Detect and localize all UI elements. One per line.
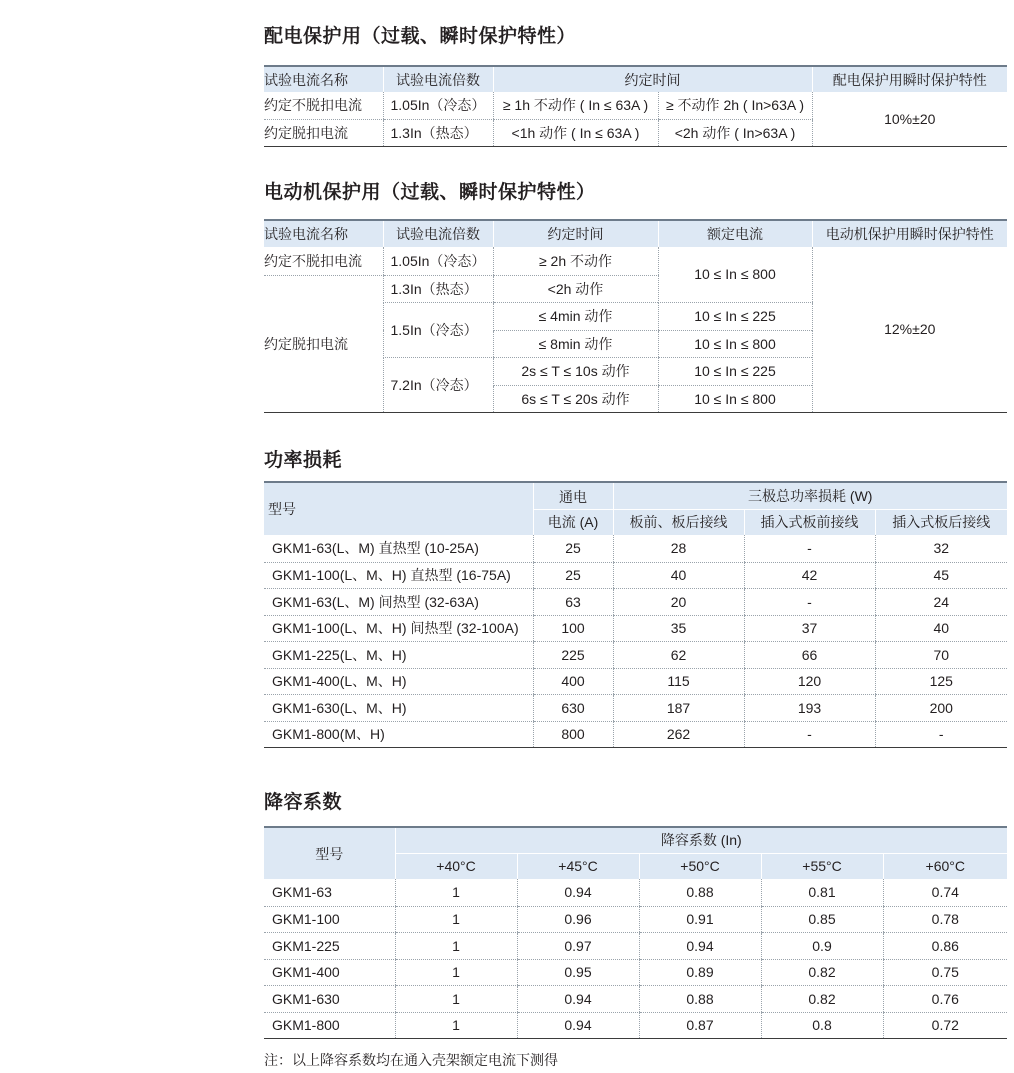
header-derating-group: 降容系数 (In)	[395, 827, 1007, 853]
factor-cell: 0.95	[517, 959, 639, 985]
factor-cell: 0.74	[883, 879, 1007, 906]
factor-cell: 0.88	[639, 879, 761, 906]
table-cell: <2h 动作	[493, 275, 658, 302]
loss-cell: 200	[875, 694, 1007, 721]
header-rated-current: 额定电流	[658, 220, 812, 247]
current-cell: 100	[533, 615, 613, 641]
table-cell: ≥ 1h 不动作 ( In ≤ 63A )	[493, 92, 658, 119]
header-model: 型号	[264, 827, 395, 879]
table-cell: 1.05In（冷态）	[383, 247, 493, 275]
loss-cell: 115	[613, 668, 744, 694]
table-cell: 10 ≤ In ≤ 800	[658, 247, 812, 302]
current-cell: 63	[533, 588, 613, 615]
header-model: 型号	[264, 482, 533, 535]
table-cell: 7.2In（冷态）	[383, 357, 493, 412]
loss-cell: 37	[744, 615, 875, 641]
loss-cell: -	[744, 721, 875, 747]
model-cell: GKM1-800	[264, 1012, 395, 1038]
factor-cell: 0.86	[883, 932, 1007, 959]
table-row	[264, 535, 1007, 562]
table-cell: 1.3In（热态）	[383, 275, 493, 302]
loss-cell: -	[744, 535, 875, 562]
motor-protection-table	[264, 219, 1007, 413]
factor-cell: 0.89	[639, 959, 761, 985]
loss-cell: 40	[875, 615, 1007, 641]
derating-title: 降容系数	[264, 791, 343, 813]
model-cell: GKM1-63(L、M) 间热型 (32-63A)	[264, 588, 533, 615]
factor-cell: 1	[395, 985, 517, 1012]
header-temp: +50°C	[639, 853, 761, 879]
table-row	[264, 932, 1007, 959]
loss-cell: 42	[744, 562, 875, 588]
factor-cell: 0.75	[883, 959, 1007, 985]
table-cell: 约定脱扣电流	[264, 275, 383, 412]
loss-cell: 193	[744, 694, 875, 721]
loss-cell: 120	[744, 668, 875, 694]
factor-cell: 1	[395, 959, 517, 985]
factor-cell: 1	[395, 1012, 517, 1038]
model-cell: GKM1-630(L、M、H)	[264, 694, 533, 721]
model-cell: GKM1-63	[264, 879, 395, 906]
table-cell: 10 ≤ In ≤ 225	[658, 302, 812, 330]
model-cell: GKM1-400	[264, 959, 395, 985]
factor-cell: 0.94	[517, 1012, 639, 1038]
table-cell: ≥ 不动作 2h ( In>63A )	[658, 92, 812, 119]
header-current-line1: 通电	[533, 482, 613, 509]
factor-cell: 0.78	[883, 906, 1007, 932]
factor-cell: 0.87	[639, 1012, 761, 1038]
current-cell: 25	[533, 562, 613, 588]
table-row	[264, 562, 1007, 588]
current-cell: 630	[533, 694, 613, 721]
table-cell: <1h 动作 ( In ≤ 63A )	[493, 119, 658, 146]
footnote: 注：以上降容系数均在通入壳架额定电流下测得	[264, 1053, 558, 1069]
header-instant-protection: 配电保护用瞬时保护特性	[812, 66, 1007, 92]
model-cell: GKM1-225(L、M、H)	[264, 641, 533, 668]
table-row	[264, 668, 1007, 694]
model-cell: GKM1-800(M、H)	[264, 721, 533, 747]
loss-cell: 66	[744, 641, 875, 668]
header-power-loss-group: 三极总功率损耗 (W)	[613, 482, 1007, 509]
factor-cell: 0.76	[883, 985, 1007, 1012]
factor-cell: 1	[395, 879, 517, 906]
header-agreed-time: 约定时间	[493, 66, 812, 92]
loss-cell: 187	[613, 694, 744, 721]
loss-cell: 62	[613, 641, 744, 668]
derating-table	[264, 826, 1007, 1039]
power-loss-table	[264, 481, 1007, 748]
header-test-current-multiple: 试验电流倍数	[383, 66, 493, 92]
model-cell: GKM1-225	[264, 932, 395, 959]
header-temp: +55°C	[761, 853, 883, 879]
loss-cell: 32	[875, 535, 1007, 562]
model-cell: GKM1-63(L、M) 直热型 (10-25A)	[264, 535, 533, 562]
loss-cell: 45	[875, 562, 1007, 588]
table-cell: 10%±20	[812, 92, 1007, 146]
header-instant-protection: 电动机保护用瞬时保护特性	[812, 220, 1007, 247]
header-plugin-front-wiring: 插入式板前接线	[744, 509, 875, 535]
table-row	[264, 721, 1007, 747]
table-cell: 1.5In（冷态）	[383, 302, 493, 357]
current-cell: 225	[533, 641, 613, 668]
header-front-rear-wiring: 板前、板后接线	[613, 509, 744, 535]
table-cell: 6s ≤ T ≤ 20s 动作	[493, 385, 658, 412]
table-row	[264, 879, 1007, 906]
model-cell: GKM1-630	[264, 985, 395, 1012]
table-cell: 12%±20	[812, 247, 1007, 412]
table-row	[264, 615, 1007, 641]
factor-cell: 1	[395, 906, 517, 932]
header-plugin-rear-wiring: 插入式板后接线	[875, 509, 1007, 535]
current-cell: 800	[533, 721, 613, 747]
factor-cell: 0.96	[517, 906, 639, 932]
table-row	[264, 959, 1007, 985]
factor-cell: 1	[395, 932, 517, 959]
power-loss-title: 功率损耗	[264, 449, 343, 471]
loss-cell: -	[875, 721, 1007, 747]
header-agreed-time: 约定时间	[493, 220, 658, 247]
table-row	[264, 906, 1007, 932]
loss-cell: 20	[613, 588, 744, 615]
factor-cell: 0.82	[761, 985, 883, 1012]
motor-protection-title: 电动机保护用（过载、瞬时保护特性）	[264, 181, 596, 203]
model-cell: GKM1-100	[264, 906, 395, 932]
distribution-protection-table	[264, 65, 1007, 147]
factor-cell: 0.8	[761, 1012, 883, 1038]
factor-cell: 0.94	[639, 932, 761, 959]
table-cell: 1.3In（热态）	[383, 119, 493, 146]
table-cell: ≤ 4min 动作	[493, 302, 658, 330]
table-cell: ≥ 2h 不动作	[493, 247, 658, 275]
loss-cell: 28	[613, 535, 744, 562]
header-current-line2: 电流 (A)	[533, 509, 613, 535]
table-cell: <2h 动作 ( In>63A )	[658, 119, 812, 146]
factor-cell: 0.94	[517, 879, 639, 906]
header-test-current-name: 试验电流名称	[264, 66, 383, 92]
table-row	[264, 1012, 1007, 1038]
factor-cell: 0.81	[761, 879, 883, 906]
loss-cell: 35	[613, 615, 744, 641]
table-row	[264, 694, 1007, 721]
loss-cell: 40	[613, 562, 744, 588]
factor-cell: 0.97	[517, 932, 639, 959]
factor-cell: 0.72	[883, 1012, 1007, 1038]
loss-cell: 24	[875, 588, 1007, 615]
factor-cell: 0.91	[639, 906, 761, 932]
table-cell: 10 ≤ In ≤ 800	[658, 385, 812, 412]
table-cell: 1.05In（冷态）	[383, 92, 493, 119]
header-temp: +40°C	[395, 853, 517, 879]
factor-cell: 0.85	[761, 906, 883, 932]
table-cell: 10 ≤ In ≤ 800	[658, 330, 812, 357]
table-cell: 2s ≤ T ≤ 10s 动作	[493, 357, 658, 385]
loss-cell: 125	[875, 668, 1007, 694]
header-temp: +45°C	[517, 853, 639, 879]
factor-cell: 0.88	[639, 985, 761, 1012]
header-test-current-name: 试验电流名称	[264, 220, 383, 247]
current-cell: 25	[533, 535, 613, 562]
table-row	[264, 985, 1007, 1012]
power-loss-body	[264, 535, 1007, 747]
table-cell: 约定不脱扣电流	[264, 92, 383, 119]
table-row	[264, 588, 1007, 615]
table-cell: ≤ 8min 动作	[493, 330, 658, 357]
table-cell: 10 ≤ In ≤ 225	[658, 357, 812, 385]
current-cell: 400	[533, 668, 613, 694]
model-cell: GKM1-100(L、M、H) 间热型 (32-100A)	[264, 615, 533, 641]
distribution-protection-title: 配电保护用（过载、瞬时保护特性）	[264, 25, 577, 47]
table-cell: 约定脱扣电流	[264, 119, 383, 146]
table-cell: 约定不脱扣电流	[264, 247, 383, 275]
table-row	[264, 641, 1007, 668]
loss-cell: -	[744, 588, 875, 615]
header-temp: +60°C	[883, 853, 1007, 879]
factor-cell: 0.9	[761, 932, 883, 959]
loss-cell: 70	[875, 641, 1007, 668]
header-test-current-multiple: 试验电流倍数	[383, 220, 493, 247]
model-cell: GKM1-400(L、M、H)	[264, 668, 533, 694]
loss-cell: 262	[613, 721, 744, 747]
model-cell: GKM1-100(L、M、H) 直热型 (16-75A)	[264, 562, 533, 588]
factor-cell: 0.94	[517, 985, 639, 1012]
factor-cell: 0.82	[761, 959, 883, 985]
